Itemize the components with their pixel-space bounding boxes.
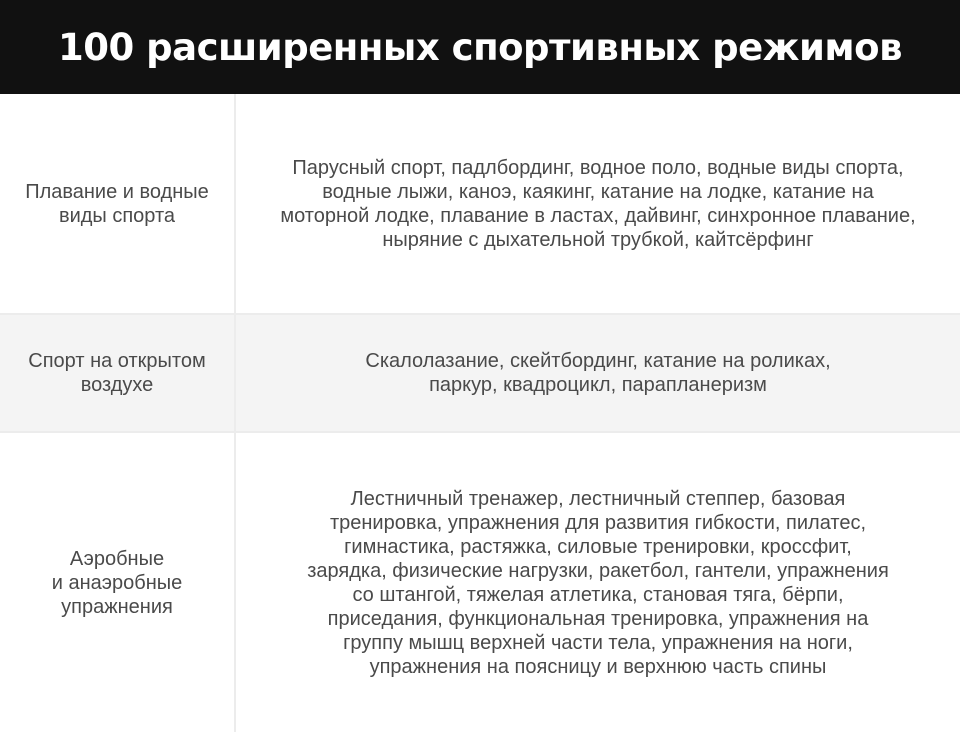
table-row [0,94,960,315]
activities-line: гимнастика, растяжка, силовые тренировки, кроссфит, [344,535,852,558]
category-line: виды спорта [58,204,176,227]
activities-cell [236,433,960,732]
activities-line: зарядка, физические нагрузки, ракетбол, гантели, упражнения [307,559,889,582]
category-line: воздухе [80,374,154,396]
category-cell [0,433,236,732]
header-bar [0,0,960,94]
category-cell [0,315,236,431]
page-title: 100 расширенных спортивных режимов [58,25,902,69]
activities-line: со штангой, тяжелая атлетика, становая тяга, бёрпи, [352,583,844,606]
category-line: и анаэробные [51,571,183,594]
category-line: Спорт на открытом [28,350,206,372]
activities-line: моторной лодке, плавание в ластах, дайвинг, синхронное плавание, [280,204,916,227]
activities-line: ныряние с дыхательной трубкой, кайтсёрфинг [382,228,814,251]
activities-line: Лестничный тренажер, лестничный степпер, базовая [350,487,846,510]
activities-line: паркур, квадроцикл, парапланеризм [429,374,767,396]
table-row [0,315,960,433]
activities-line: упражнения на поясницу и верхнюю часть спины [369,655,827,678]
category-line: Плавание и водные [25,180,209,203]
activities-cell [236,94,960,313]
sport-modes-table [0,94,960,732]
activities-line: приседания, функциональная тренировка, упражнения на [327,607,869,630]
category-cell [0,94,236,313]
category-line: упражнения [61,595,173,618]
activities-line: водные лыжи, каноэ, каякинг, катание на лодке, катание на [322,180,874,203]
table-row [0,433,960,732]
activities-line: Парусный спорт, падлбординг, водное поло, водные виды спорта, [292,156,904,179]
activities-line: группу мышц верхней части тела, упражнения на ноги, [343,631,853,654]
activities-line: Скалолазание, скейтбординг, катание на роликах, [365,350,831,372]
category-line: Аэробные [69,547,165,570]
activities-line: тренировка, упражнения для развития гибкости, пилатес, [329,511,866,534]
activities-cell [236,315,960,431]
